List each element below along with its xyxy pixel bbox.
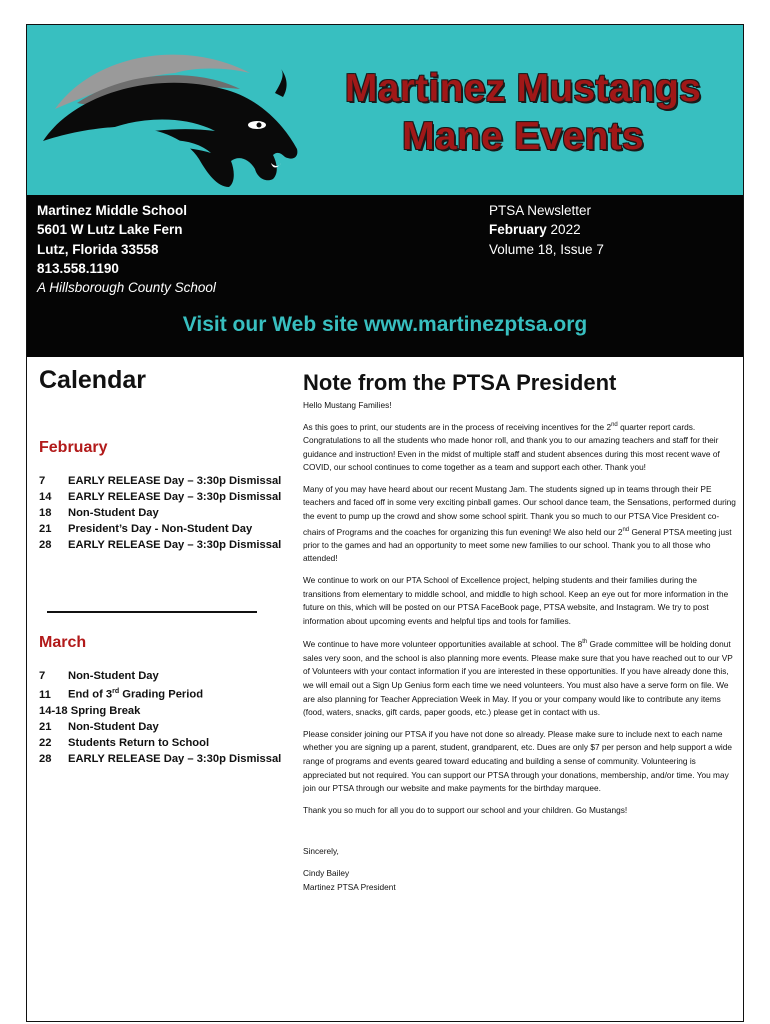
newsletter-month: February — [489, 222, 547, 238]
event-item: 7 EARLY RELEASE Day – 3:30p Dismissal — [39, 475, 282, 487]
february-heading: February — [39, 439, 108, 456]
signer-name: Cindy Bailey — [303, 867, 350, 878]
event-item: 28 EARLY RELEASE Day – 3:30p Dismissal — [39, 539, 282, 551]
mustang-head-icon — [35, 31, 305, 191]
note-title: Note from the PTSA President — [303, 370, 617, 395]
newsletter-info — [489, 201, 604, 259]
event-item: 14-18 Spring Break — [39, 704, 141, 717]
event-item: 18 Non-Student Day — [39, 507, 159, 519]
school-address — [37, 201, 216, 297]
event-item: 7 Non-Student Day — [39, 670, 159, 682]
event-item: 21 Non-Student Day — [39, 720, 159, 733]
website-link[interactable]: Visit our Web site www.martinezptsa.org — [182, 313, 588, 336]
event-item: 21 President’s Day - Non-Student Day — [39, 523, 253, 535]
newsletter-date — [489, 220, 604, 239]
title-line-2: Mane Events — [402, 115, 644, 158]
march-events — [39, 668, 289, 767]
note-paragraph: Many of you may have heard about our recent Mustang Jam. The students signed up in teams through their PE teachers and faced off in some very exciting pinball games. Our school dance team, the Sensations, performed during the event to pump up the crowd and show some school spirit. Thank you so much to our PTSA Vice President co-chairs of Programs and the coaches for organizing this fun evening! We also held our 2nd General PTSA meeting just prior to the games and had an opportunity to meet some new families to our school. Thank you to all those who attended! — [303, 483, 736, 564]
note-paragraph: Thank you so much for all you do to support our school and your children. Go Mustangs! — [303, 804, 628, 815]
note-paragraph: We continue to have more volunteer opportunities available at school. The 8th Grade committee will be holding donut sales very soon, and the school is also planning more events. Please make sure that you have reached out to our VP of Volunteers with your contact information if you are interested in these opportunities. If you have already done this, we will email out a Sign Up Genius form each time we need volunteers. You must also have a serve form on file. We are also planning for Teacher Appreciation Week in May. If you or your company would like to contribute any items (food, waters, snacks, gift cards, paper goods, etc.) please get in contact with us. — [303, 639, 733, 718]
school-district: A Hillsborough County School — [37, 280, 216, 296]
event-item: 14 EARLY RELEASE Day – 3:30p Dismissal — [39, 491, 282, 503]
calendar-section — [39, 365, 289, 767]
note-greeting: Hello Mustang Families! — [303, 400, 392, 410]
newsletter-volume: Volume 18, Issue 7 — [489, 241, 604, 257]
newsletter-title — [323, 65, 723, 161]
newsletter-label: PTSA Newsletter — [489, 203, 592, 218]
title-line-1: Martinez Mustangs — [344, 67, 702, 110]
note-closing: Sincerely, — [303, 846, 339, 857]
calendar-title: Calendar — [39, 366, 146, 394]
event-item: 22 Students Return to School — [39, 736, 210, 749]
note-paragraph: As this goes to print, our students are in the process of receiving incentives for the 2nd quarter report cards. Congratulations to all the students who made honor roll, and thank you to our amazing teachers and staff for their guidance and instruction! Even in the midst of multiple staff and student absences during this most recent wave of COVID, our school continues to come together as a team and support each other. Thank you! — [303, 421, 720, 473]
calendar-divider — [47, 611, 257, 613]
school-street: 5601 W Lutz Lake Fern — [37, 222, 183, 238]
info-bar — [27, 195, 743, 357]
event-item: 28 EARLY RELEASE Day – 3:30p Dismissal — [39, 752, 282, 765]
february-events — [39, 473, 289, 553]
school-city: Lutz, Florida 33558 — [37, 241, 159, 257]
school-phone: 813.558.1190 — [37, 260, 119, 276]
note-paragraph: Please consider joining our PTSA if you have not done so already. Please make sure to include next to each name whether you are signing up a parent, student, grandparent, etc. Dues are only $7 per person and help support a wide range of programs and events geared toward educating and building a sense of community. Volunteering is appreciated but not required. You can support our PTSA through your donations, membership, and/or time. You may join our PTSA through our website and make payments for the birthday marquee. — [303, 728, 732, 794]
header-banner — [27, 25, 743, 195]
march-heading: March — [39, 634, 87, 651]
newsletter-year: 2022 — [550, 222, 581, 238]
note-paragraph: We continue to work on our PTA School of Excellence project, helping students and their families during the transitions from elementary to middle school, and middle to high school. Keep an eye out for more information in the future on this, which will be posted on our PTSA FaceBook page, PTSA website, and Instagram. We try to post information about upcoming events and helpful tips and tools for families. — [303, 575, 729, 626]
president-note — [303, 369, 737, 894]
event-item: 11 End of 3rd Grading Period — [39, 688, 204, 701]
signer-title: Martinez PTSA President — [303, 881, 396, 892]
newsletter-page — [26, 24, 744, 1022]
school-name: Martinez Middle School — [37, 203, 188, 218]
